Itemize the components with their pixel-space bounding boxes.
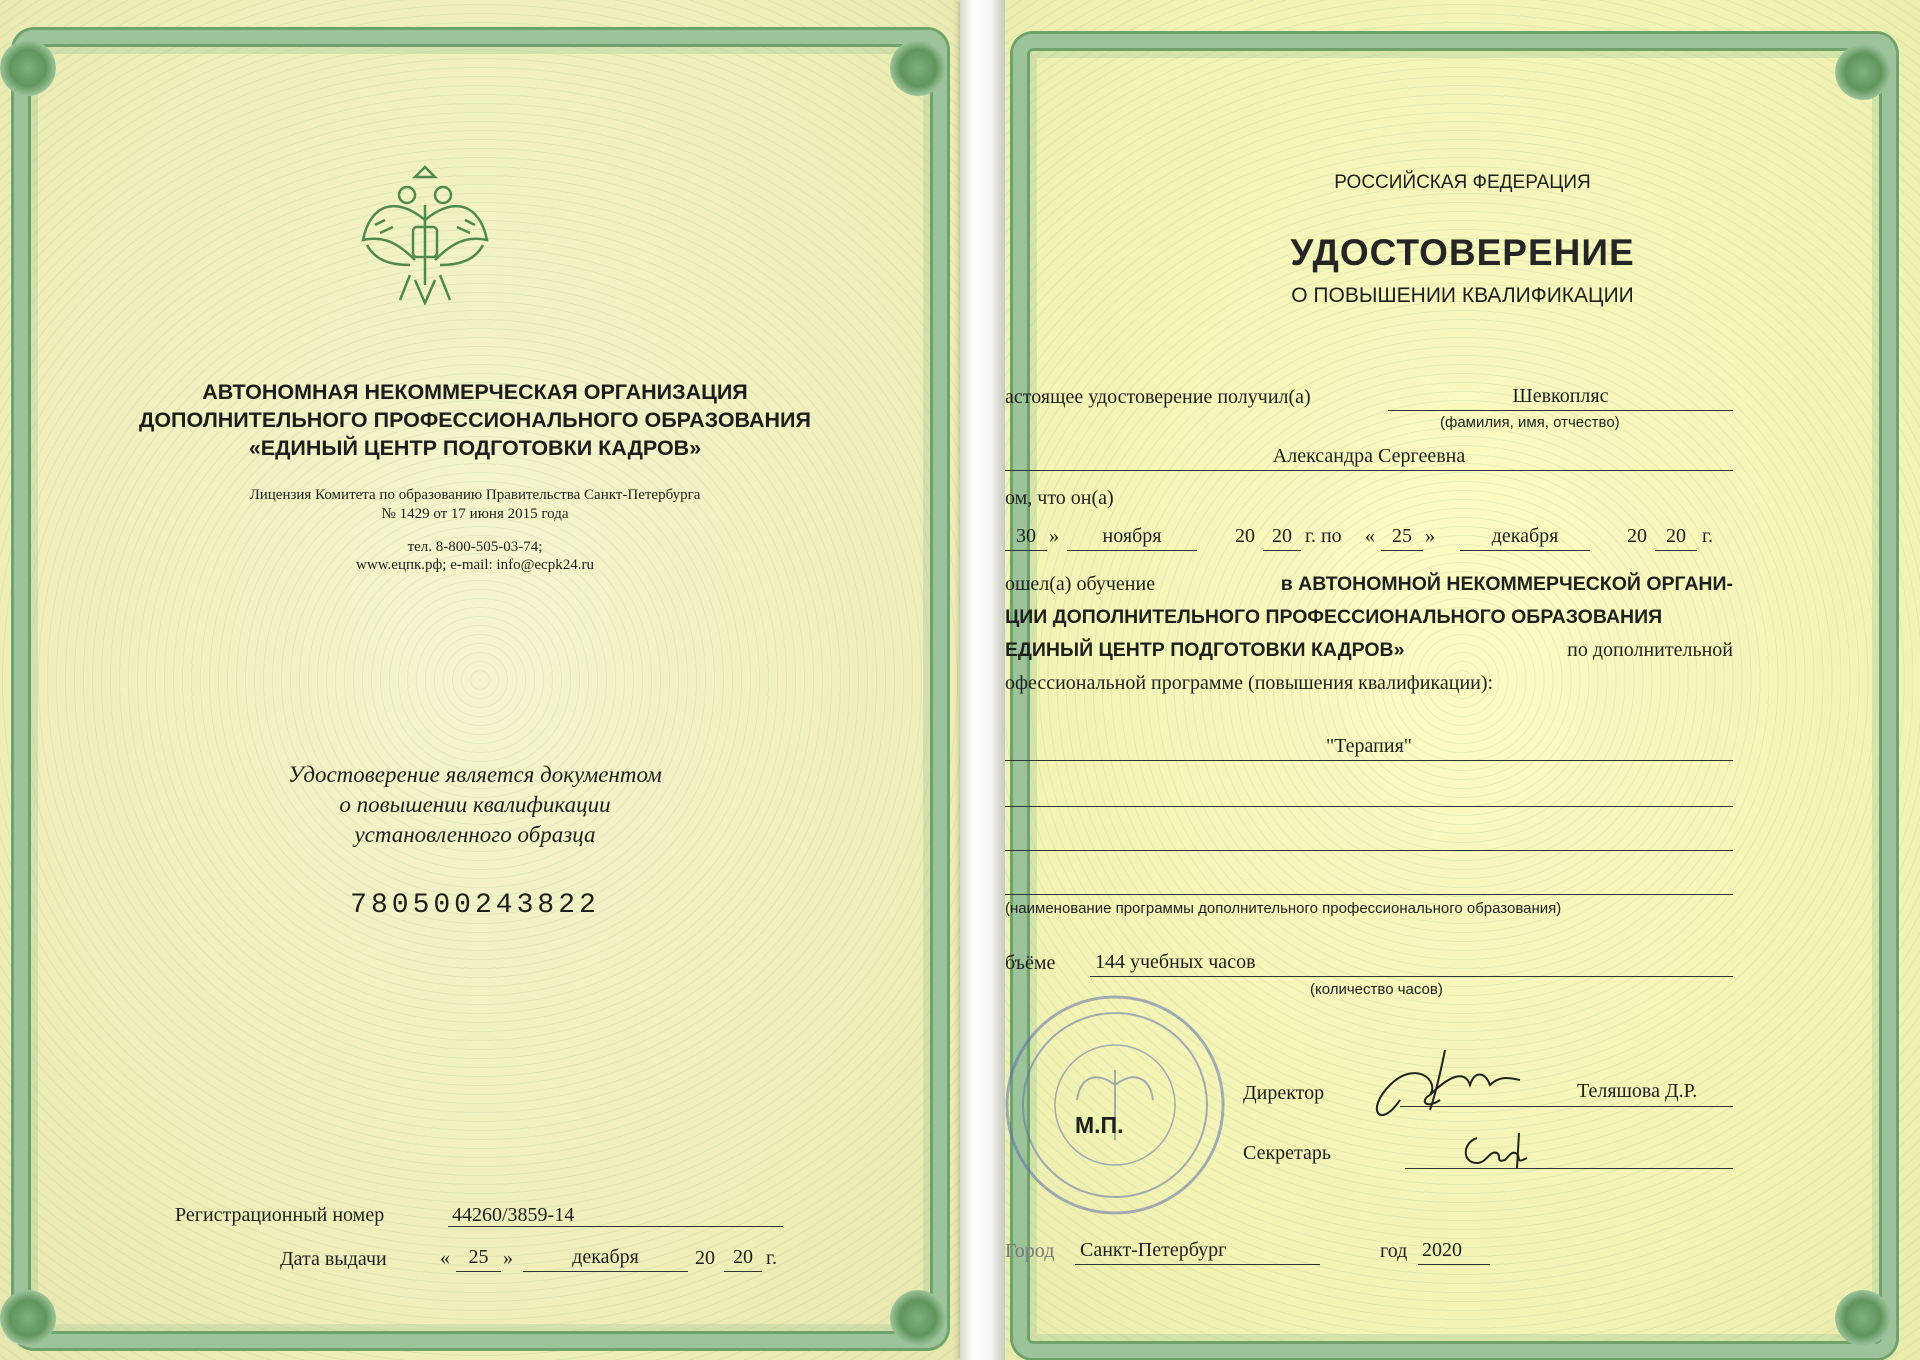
program-name: "Терапия": [1326, 735, 1412, 757]
program-underline: [1005, 894, 1733, 895]
org-bold: ЕДИНЫЙ ЦЕНТР ПОДГОТОВКИ КАДРОВ»: [1005, 639, 1405, 661]
study-after: по дополнительной: [1567, 639, 1733, 661]
org-line: АВТОНОМНАЯ НЕКОММЕРЧЕСКАЯ ОРГАНИЗАЦИЯ: [202, 380, 748, 404]
document-number: 780500243822: [350, 890, 600, 921]
quote-close: »: [503, 1247, 513, 1269]
issue-year: 20: [733, 1246, 753, 1268]
program-caption: (наименование программы дополнительного профессионального образования): [1005, 900, 1562, 917]
to-month-underline: [1460, 550, 1590, 551]
statement-text: [170, 760, 780, 850]
city-value: Санкт-Петербург: [1080, 1239, 1227, 1261]
from-month-underline: [1067, 550, 1197, 551]
from-day-underline: [1005, 550, 1047, 551]
binding-ribbon: [960, 0, 1005, 1360]
contact-info: [130, 538, 820, 574]
to-year: 20: [1666, 525, 1686, 547]
para-line: [1005, 601, 1733, 634]
volume-value: 144 учебных часов: [1095, 951, 1256, 973]
para-line: [1005, 568, 1733, 601]
surname-underline: [1388, 410, 1733, 411]
frame-rosette: [0, 1290, 56, 1346]
official-seal-icon: [1005, 990, 1235, 1220]
year-underline: [1418, 1264, 1490, 1265]
from-month: ноября: [1102, 525, 1162, 547]
secretary-underline: [1405, 1168, 1733, 1169]
frame-rosette: [890, 1290, 946, 1346]
quote-close: »: [1049, 525, 1059, 547]
license-line: № 1429 от 17 июня 2015 года: [381, 506, 569, 522]
year-prefix: 20: [1627, 525, 1647, 547]
issue-day: 25: [468, 1246, 489, 1268]
received-label: астоящее удостоверение получил(а): [1005, 386, 1311, 408]
reg-number-label: Регистрационный номер: [175, 1204, 385, 1226]
org-line: «ЕДИНЫЙ ЦЕНТР ПОДГОТОВКИ КАДРОВ»: [248, 436, 702, 460]
secretary-signature-icon: [1457, 1128, 1537, 1173]
organization-name: [90, 378, 860, 462]
study-start: ошел(а) обучение: [1005, 573, 1156, 595]
year-suffix: г.: [1702, 525, 1713, 547]
frame-rosette: [1835, 44, 1891, 100]
issue-month: декабря: [572, 1246, 639, 1268]
program-underline: [1005, 806, 1733, 807]
org-line: ДОПОЛНИТЕЛЬНОГО ПРОФЕССИОНАЛЬНОГО ОБРАЗОВАНИЯ: [139, 408, 811, 432]
month-underline: [523, 1271, 688, 1272]
quote-open: «: [1365, 525, 1375, 547]
to-month: декабря: [1491, 525, 1559, 547]
quote-open: «: [440, 1247, 450, 1269]
to-year-underline: [1655, 550, 1697, 551]
reg-number-value: 44260/3859-14: [452, 1204, 575, 1226]
year-prefix: 20: [1235, 525, 1255, 547]
study-paragraph: [1005, 568, 1733, 700]
director-label: Директор: [1243, 1082, 1325, 1104]
issue-date-label: Дата выдачи: [280, 1248, 387, 1270]
hours-caption: (количество часов): [1310, 981, 1443, 998]
from-year: 20: [1272, 525, 1292, 547]
license-info: [130, 486, 820, 524]
para-line: [1005, 634, 1733, 667]
to-day: 25: [1392, 525, 1412, 547]
stamp-placeholder: М.П.: [1075, 1112, 1124, 1138]
recipient-surname: Шевкопляс: [1512, 385, 1609, 407]
statement-line: о повышении квалификации: [339, 792, 611, 817]
quote-close: »: [1425, 525, 1435, 547]
web-email-text: www.eцпк.рф; e-mail: info@ecpk24.ru: [356, 557, 594, 573]
that-label: ом, что он(а): [1005, 487, 1114, 509]
program-underline: [1005, 850, 1733, 851]
from-day: 30: [1016, 525, 1036, 547]
fio-caption: (фамилия, имя, отчество): [1440, 414, 1620, 431]
to-day-underline: [1381, 550, 1423, 551]
year-label: год: [1380, 1240, 1408, 1262]
city-underline: [1075, 1264, 1320, 1265]
from-year-underline: [1263, 550, 1301, 551]
recipient-name: Александра Сергеевна: [1272, 445, 1466, 467]
year-suffix: г.: [766, 1247, 777, 1269]
org-bold: ЦИИ ДОПОЛНИТЕЛЬНОГО ПРОФЕССИОНАЛЬНОГО ОБРАЗОВАНИЯ: [1005, 606, 1663, 628]
name-underline: [1005, 470, 1733, 471]
document-subtitle: О ПОВЫШЕНИИ КВАЛИФИКАЦИИ: [1291, 284, 1634, 307]
statement-line: Удостоверение является документом: [288, 762, 662, 787]
coat-of-arms-icon: [355, 165, 495, 305]
phone-text: тел. 8-800-505-03-74;: [407, 539, 543, 555]
frame-rosette: [890, 40, 946, 96]
to-label: г. по: [1305, 525, 1342, 547]
license-line: Лицензия Комитета по образованию Правительства Санкт-Петербурга: [249, 487, 701, 503]
program-underline: [1005, 760, 1733, 761]
statement-line: установленного образца: [354, 822, 596, 847]
year-prefix: 20: [695, 1247, 715, 1269]
year-underline: [724, 1271, 762, 1272]
volume-label: бъёме: [1005, 952, 1056, 974]
country-heading: РОССИЙСКАЯ ФЕДЕРАЦИЯ: [1334, 172, 1591, 193]
document-title: УДОСТОВЕРЕНИЕ: [1290, 232, 1635, 273]
frame-rosette: [0, 40, 56, 96]
right-page: [1005, 0, 1920, 1360]
secretary-label: Секретарь: [1243, 1142, 1332, 1164]
year-value: 2020: [1422, 1239, 1462, 1261]
volume-underline: [1090, 976, 1733, 977]
day-underline: [456, 1271, 501, 1272]
frame-rosette: [1835, 1290, 1891, 1346]
director-signature-icon: [1370, 1040, 1550, 1140]
director-name: Теляшова Д.Р.: [1577, 1080, 1698, 1102]
study-end: офессиональной программе (повышения квалификации):: [1005, 672, 1494, 694]
city-label: Город: [1005, 1240, 1055, 1262]
org-bold: в АВТОНОМНОЙ НЕКОММЕРЧЕСКОЙ ОРГАНИ-: [1280, 573, 1733, 595]
